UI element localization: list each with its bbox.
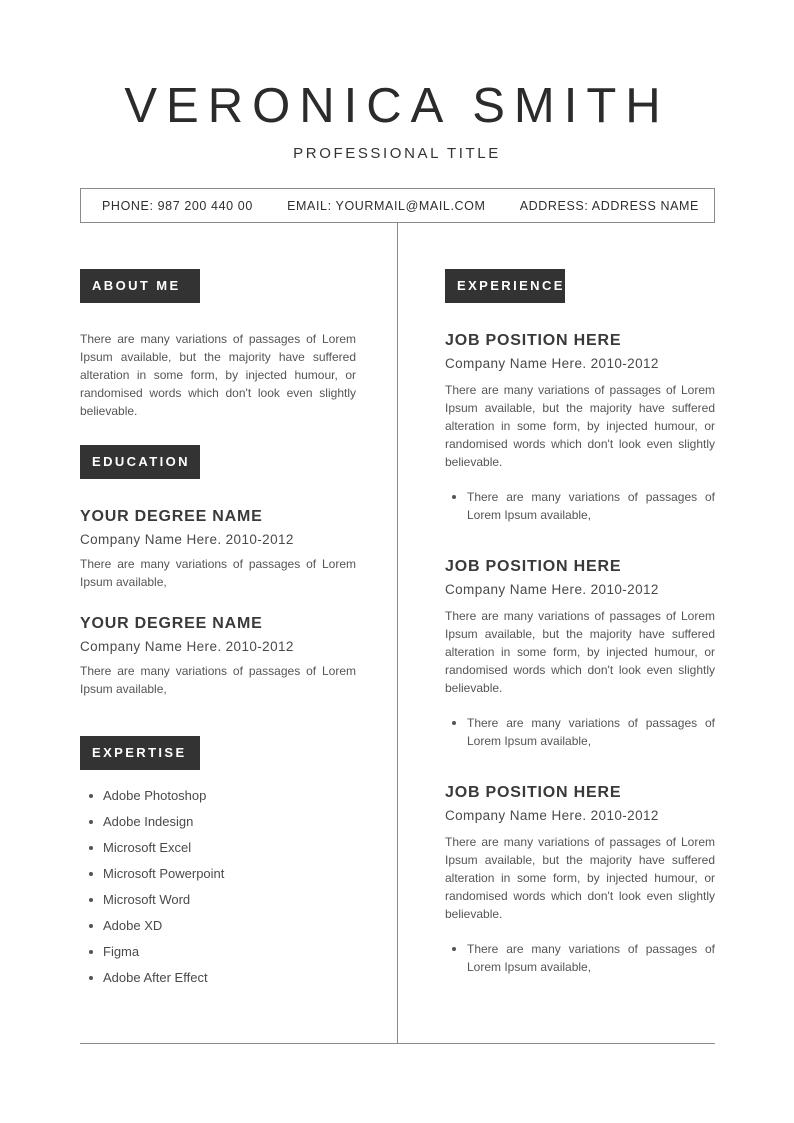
skill-item: Figma bbox=[80, 943, 356, 969]
professional-title: PROFESSIONAL TITLE bbox=[293, 145, 501, 162]
left-column bbox=[80, 269, 356, 995]
skill-item: Adobe Indesign bbox=[80, 813, 356, 839]
job-entry bbox=[445, 332, 715, 524]
skill-item: Microsoft Powerpoint bbox=[80, 865, 356, 891]
skill-item: Adobe After Effect bbox=[80, 969, 356, 995]
job-position: JOB POSITION HERE bbox=[445, 558, 622, 575]
education-entry bbox=[80, 508, 356, 591]
job-company: Company Name Here. 2010-2012 bbox=[445, 808, 659, 823]
contact-bar bbox=[80, 188, 715, 223]
degree-name: YOUR DEGREE NAME bbox=[80, 615, 263, 632]
job-description: There are many variations of passages of Lorem Ipsum available, but the majority have suffered alteration in some form, by injected humour, or randomised words which don't look even slightly believable. bbox=[445, 835, 715, 921]
job-entry bbox=[445, 784, 715, 976]
experience-heading: EXPERIENCE bbox=[445, 269, 565, 303]
job-bullets bbox=[445, 488, 715, 524]
candidate-name: VERONICA SMITH bbox=[124, 79, 670, 133]
skill-item: Microsoft Excel bbox=[80, 839, 356, 865]
job-bullets bbox=[445, 940, 715, 976]
job-bullet: There are many variations of passages of Lorem Ipsum available, bbox=[445, 488, 715, 524]
contact-phone: PHONE: 987 200 440 00 bbox=[102, 198, 253, 213]
skill-item: Adobe XD bbox=[80, 917, 356, 943]
about-heading: ABOUT ME bbox=[80, 269, 200, 303]
job-bullets bbox=[445, 714, 715, 750]
job-company: Company Name Here. 2010-2012 bbox=[445, 582, 659, 597]
job-company: Company Name Here. 2010-2012 bbox=[445, 356, 659, 371]
job-bullet: There are many variations of passages of Lorem Ipsum available, bbox=[445, 940, 715, 976]
job-bullet: There are many variations of passages of Lorem Ipsum available, bbox=[445, 714, 715, 750]
skills-list bbox=[80, 787, 356, 995]
education-entry bbox=[80, 615, 356, 698]
education-heading: EDUCATION bbox=[80, 445, 200, 479]
footer-rule bbox=[80, 1043, 715, 1044]
about-text: There are many variations of passages of Lorem Ipsum available, but the majority have suffered alteration in some form, by injected humour, or randomised words which don't look even slightly believable. bbox=[80, 332, 356, 418]
column-divider bbox=[397, 223, 398, 1044]
contact-email: EMAIL: YOURMAIL@MAIL.COM bbox=[287, 198, 486, 213]
job-description: There are many variations of passages of Lorem Ipsum available, but the majority have suffered alteration in some form, by injected humour, or randomised words which don't look even slightly believable. bbox=[445, 383, 715, 469]
expertise-heading: EXPERTISE bbox=[80, 736, 200, 770]
degree-name: YOUR DEGREE NAME bbox=[80, 508, 263, 525]
degree-description: There are many variations of passages of Lorem Ipsum available, bbox=[80, 557, 356, 589]
job-position: JOB POSITION HERE bbox=[445, 332, 622, 349]
right-column bbox=[445, 269, 715, 976]
job-entry bbox=[445, 558, 715, 750]
job-position: JOB POSITION HERE bbox=[445, 784, 622, 801]
skill-item: Adobe Photoshop bbox=[80, 787, 356, 813]
skill-item: Microsoft Word bbox=[80, 891, 356, 917]
job-description: There are many variations of passages of Lorem Ipsum available, but the majority have suffered alteration in some form, by injected humour, or randomised words which don't look even slightly believable. bbox=[445, 609, 715, 695]
degree-description: There are many variations of passages of Lorem Ipsum available, bbox=[80, 664, 356, 696]
contact-address: ADDRESS: ADDRESS NAME bbox=[519, 198, 699, 213]
degree-company: Company Name Here. 2010-2012 bbox=[80, 532, 294, 547]
degree-company: Company Name Here. 2010-2012 bbox=[80, 639, 294, 654]
